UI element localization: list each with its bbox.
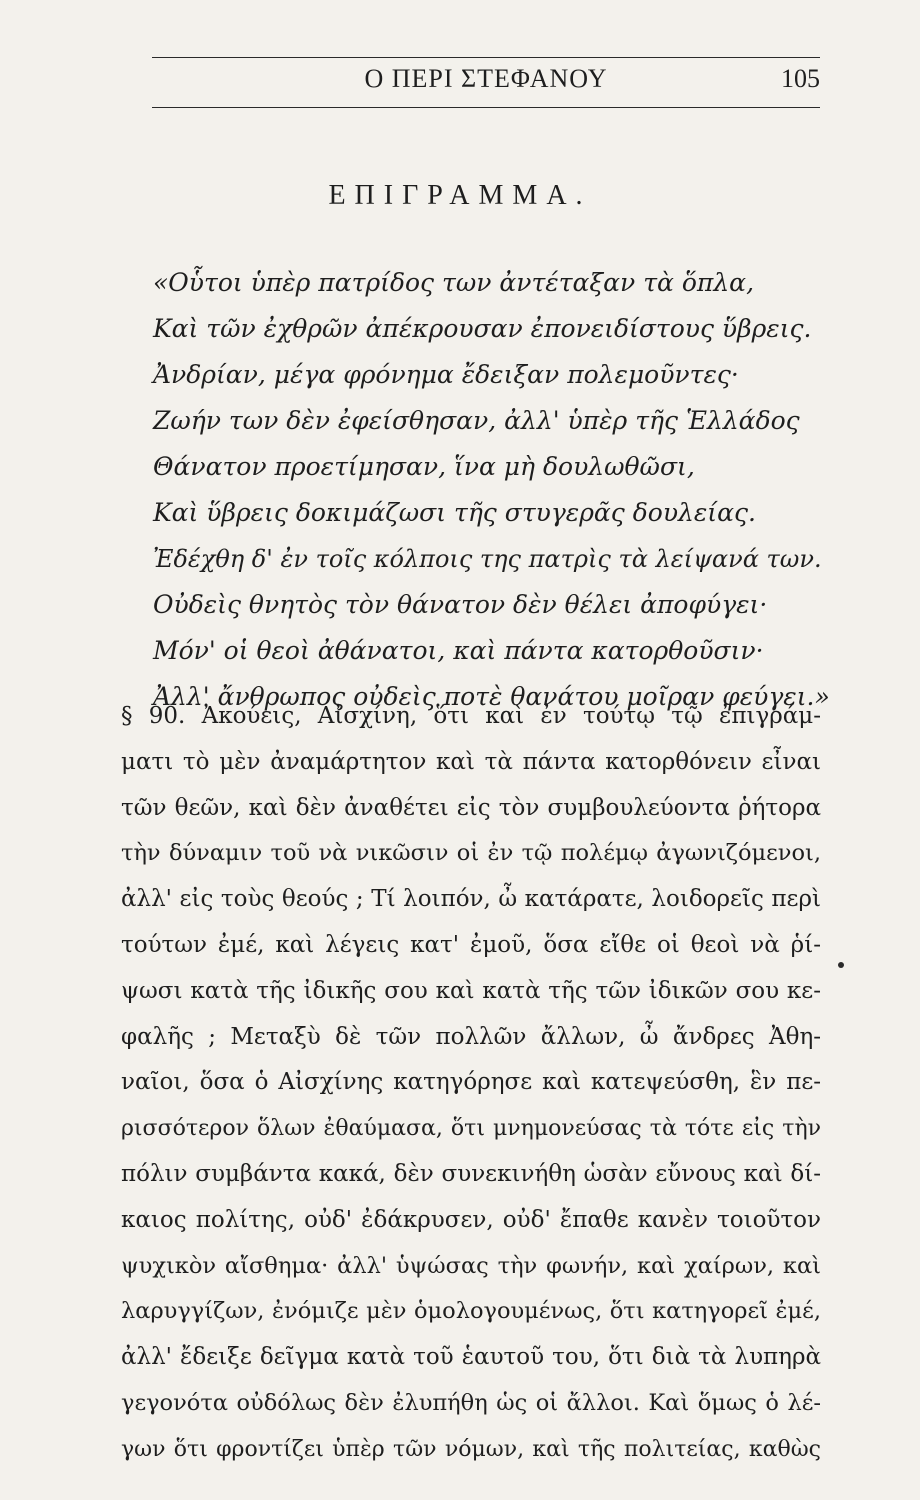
prose-line: ψυχικὸν αἴσθημα· ἀλλ' ὑψώσας τὴν φωνήν, καὶ χαίρων, καὶ — [121, 1252, 821, 1279]
epigram-poem — [153, 260, 833, 720]
prose-line: ρισσότερον ὅλων ἐθαύμασα, ὅτι μνημονεύσας τὰ τότε εἰς τὴν — [121, 1116, 821, 1142]
poem-line: Μόν' οἱ θεοὶ ἀθάνατοι, καὶ πάντα κατορθοῦσιν· — [153, 636, 764, 665]
running-head-title: Ο ΠΕΡΙ ΣΤΕΦΑΝΟΥ — [364, 64, 608, 93]
header-rule-bottom — [152, 107, 820, 108]
prose-paragraph — [121, 694, 821, 1473]
poem-line: Ἐδέχθη δ' ἐν τοῖς κόλποις της πατρὶς τὰ λείψανά των. — [153, 545, 822, 573]
poem-line: Ἀνδρίαν, μέγα φρόνημα ἔδειξαν πολεμοῦντες· — [153, 360, 739, 389]
section-heading: ΕΠΙΓΡΑΜΜΑ. — [328, 180, 592, 211]
poem-line: «Οὗτοι ὑπὲρ πατρίδος των ἀντέταξαν τὰ ὅπλα, — [153, 268, 755, 297]
prose-line: ψωσι κατὰ τῆς ἰδικῆς σου καὶ κατὰ τῆς τῶν ἰδικῶν σου κε- — [121, 977, 821, 1004]
prose-line: γεγονότα οὐδόλως δὲν ἐλυπήθη ὡς οἱ ἄλλοι. Καὶ ὅμως ὁ λέ- — [121, 1389, 821, 1416]
poem-line: Ἀλλ' ἄνθρωπος οὐδεὶς ποτὲ θανάτου μοῖραν φεύγει.» — [153, 682, 830, 711]
poem-line: Καὶ ὕβρεις δοκιμάζωσι τῆς στυγερᾶς δουλείας. — [153, 498, 756, 527]
prose-line: λαρυγγίζων, ἐνόμιζε μὲν ὁμολογουμένως, ὅτι κατηγορεῖ ἐμέ, — [121, 1298, 821, 1325]
poem-line: Οὐδεὶς θνητὸς τὸν θάνατον δὲν θέλει ἀποφύγει· — [153, 590, 768, 619]
prose-line: ἀλλ' ἔδειξε δεῖγμα κατὰ τοῦ ἑαυτοῦ του, ὅτι διὰ τὰ λυπηρὰ — [121, 1344, 821, 1371]
prose-line: ματι τὸ μὲν ἀναμάρτητον καὶ τὰ πάντα κατορθόνειν εἶναι — [121, 748, 821, 775]
poem-line: Θάνατον προετίμησαν, ἵνα μὴ δουλωθῶσι, — [153, 452, 695, 481]
poem-line: Καὶ τῶν ἐχθρῶν ἀπέκρουσαν ἐπονειδίστους ὕβρεις. — [153, 314, 812, 343]
prose-line: ἀλλ' εἰς τοὺς θεούς ; Τί λοιπόν, ὦ κατάρατε, λοιδορεῖς περὶ — [121, 886, 821, 913]
poem-line: Ζωήν των δὲν ἐφείσθησαν, ἀλλ' ὑπὲρ τῆς Ἑλλάδος — [153, 406, 800, 435]
prose-line: φαλῆς ; Μεταξὺ δὲ τῶν πολλῶν ἄλλων, ὦ ἄνδρες Ἀθη- — [121, 1023, 821, 1050]
prose-line: πόλιν συμβάντα κακά, δὲν συνεκινήθη ὡσὰν εὔνους καὶ δί- — [121, 1160, 821, 1187]
prose-line: τὴν δύναμιν τοῦ νὰ νικῶσιν οἱ ἐν τῷ πολέμῳ ἀγωνιζόμενοι, — [121, 840, 821, 867]
page-number: 105 — [781, 64, 820, 93]
prose-line: τῶν θεῶν, καὶ δὲν ἀναθέτει εἰς τὸν συμβουλεύοντα ῥήτορα — [121, 794, 821, 821]
prose-line: γων ὅτι φροντίζει ὑπὲρ τῶν νόμων, καὶ τῆς πολιτείας, καθὼς — [121, 1436, 821, 1462]
prose-line: § 90. Ἀκούεις, Αἰσχίνη, ὅτι καὶ ἐν τούτῳ τῷ ἐπιγράμ- — [121, 703, 821, 729]
prose-line: τούτων ἐμέ, καὶ λέγεις κατ' ἐμοῦ, ὅσα εἴθε οἱ θεοὶ νὰ ῥί- — [121, 931, 821, 958]
header-rule-top — [152, 57, 820, 58]
prose-line: ναῖοι, ὅσα ὁ Αἰσχίνης κατηγόρησε καὶ κατεψεύσθη, ἓν πε- — [121, 1069, 821, 1096]
prose-line: καιος πολίτης, οὐδ' ἐδάκρυσεν, οὐδ' ἔπαθε κανὲν τοιοῦτον — [121, 1206, 821, 1233]
ink-speck — [838, 962, 844, 968]
